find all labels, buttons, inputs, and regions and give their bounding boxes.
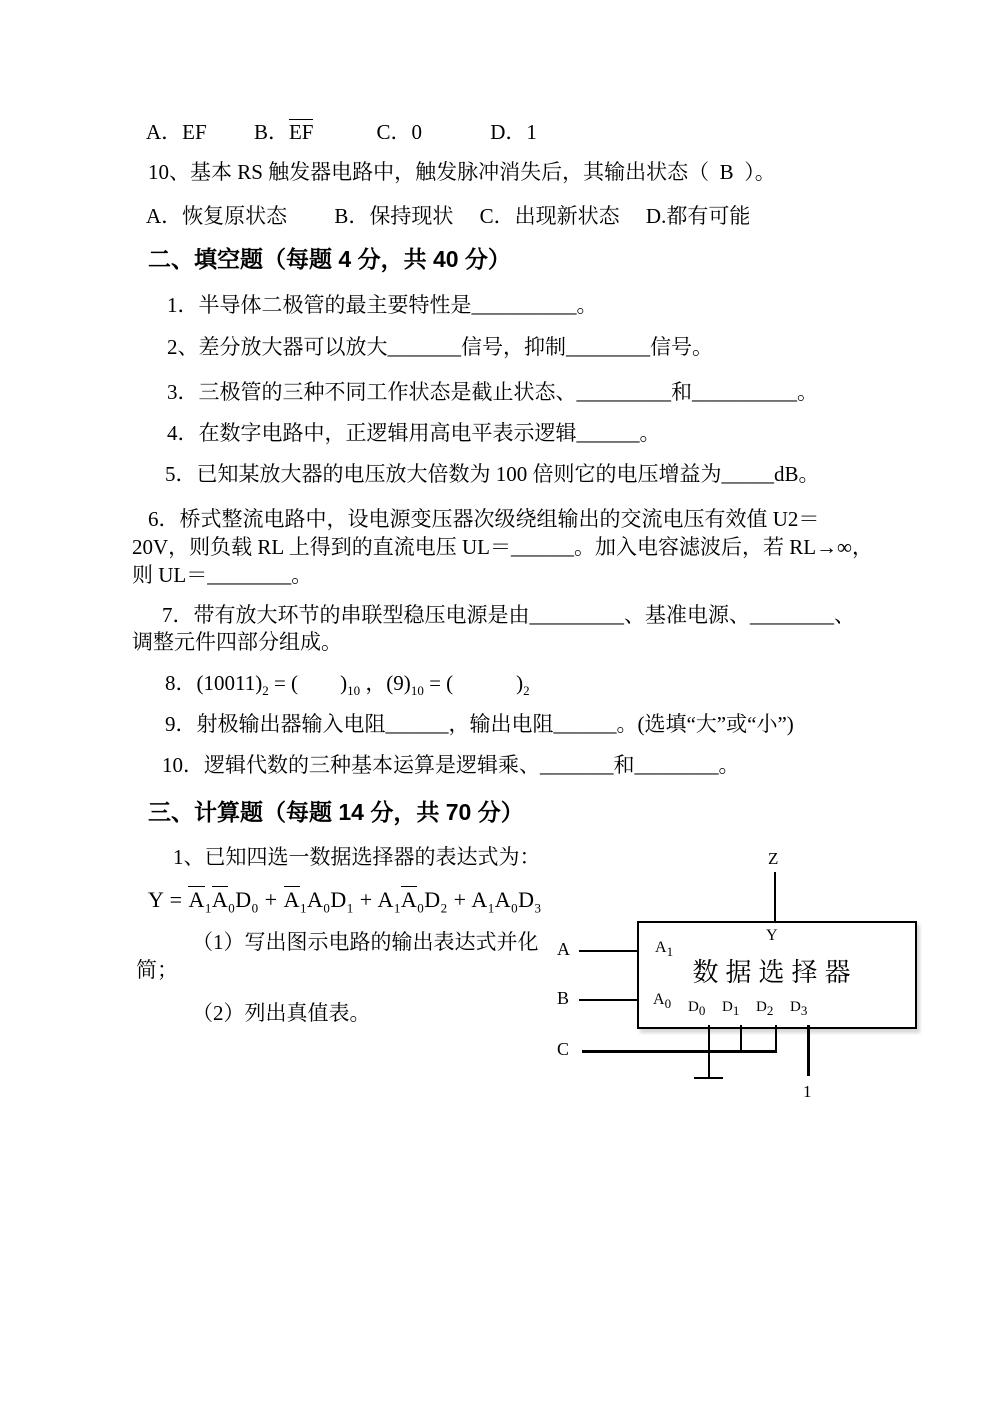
output-z-label: Z: [768, 849, 779, 868]
fill-item-4: 4．在数字电路中，正逻辑用高电平表示逻辑______。: [167, 421, 661, 445]
wire-d0: [708, 1025, 710, 1077]
fill-item-1: 1．半导体二极管的最主要特性是__________。: [167, 293, 598, 317]
fill-item-3: 3．三极管的三种不同工作状态是截止状态、_________和__________。: [167, 380, 818, 404]
input-c-label: C: [557, 1039, 570, 1059]
fill-item-6-line1: 6．桥式整流电路中，设电源变压器次级绕组输出的交流电压有效值 U2＝: [148, 507, 820, 531]
section-3-heading: 三、计算题（每题 14 分，共 70 分）: [148, 799, 524, 825]
fill-item-8: 8．$(10011)_2$ = ( )$_{10}$ ，$(9)_{10}$ = ( )$_2$: [165, 671, 530, 699]
mux-d1-port-label: $D_1$: [722, 999, 740, 1018]
input-b-label: B: [557, 988, 570, 1008]
mux-a0-port-label: $A_0$: [653, 991, 672, 1012]
fill-item-9: 9．射极输出器输入电阻______，输出电阻______。(选填“大”或“小”): [165, 712, 794, 736]
calc-q1-intro: 1、已知四选一数据选择器的表达式为：: [173, 845, 541, 869]
mux-y-label: Y: [766, 927, 778, 944]
input-a-label: A: [557, 939, 570, 959]
q9-options-row: A．EF B．EF C．0 D．1: [146, 120, 537, 144]
mux-title: 数据选择器: [692, 958, 858, 987]
fill-item-2: 2、差分放大器可以放大_______信号，抑制________信号。: [167, 335, 713, 359]
wire-a: [579, 950, 637, 952]
mux-d3-port-label: $D_3$: [790, 999, 808, 1018]
wire-c: [582, 1050, 777, 1053]
wire-z: [774, 872, 776, 921]
mux-expression-formula: $Y = A_1A_0D_0 + A_1A_0D_1 + A_1A_0D_2 + A_1A_0D_3$: [148, 887, 542, 916]
calc-q1-sub1-line1: （1）写出图示电路的输出表达式并化: [192, 930, 539, 954]
logic-one-label: 1: [803, 1082, 812, 1101]
ground-symbol: [694, 1077, 723, 1079]
fill-item-7-line1: 7．带有放大环节的串联型稳压电源是由_________、基准电源、________、: [162, 603, 855, 627]
mux-data-ports: [688, 999, 824, 1016]
fill-item-10: 10．逻辑代数的三种基本运算是逻辑乘、_______和________。: [162, 753, 740, 777]
wire-d3: [807, 1025, 810, 1076]
mux-a1-port-label: $A_1$: [655, 939, 674, 960]
mux-d0-port-label: $D_0$: [688, 999, 706, 1018]
wire-b: [579, 999, 637, 1001]
fill-item-6-line2: 20V，则负载 RL 上得到的直流电压 UL＝______。加入电容滤波后，若 RL→∞，: [132, 535, 874, 559]
fill-item-6-line3: 则 UL＝________。: [132, 563, 313, 587]
section-2-heading: 二、填空题（每题 4 分，共 40 分）: [148, 246, 511, 272]
question-10: 10、基本 RS 触发器电路中，触发脉冲消失后，其输出状态（ B ）。: [148, 160, 776, 184]
fill-item-7-line2: 调整元件四部分组成。: [132, 630, 342, 654]
calc-q1-sub1-line2: 简；: [136, 958, 178, 982]
mux-d2-port-label: $D_2$: [756, 999, 774, 1018]
calc-q1-sub2: （2）列出真值表。: [192, 1001, 371, 1025]
q10-options-row: A．恢复原状态 B．保持现状 C．出现新状态 D.都有可能: [146, 204, 751, 228]
wire-d1: [740, 1025, 742, 1052]
wire-d2: [775, 1025, 777, 1052]
fill-item-5: 5．已知某放大器的电压放大倍数为 100 倍则它的电压增益为_____dB。: [165, 462, 820, 486]
